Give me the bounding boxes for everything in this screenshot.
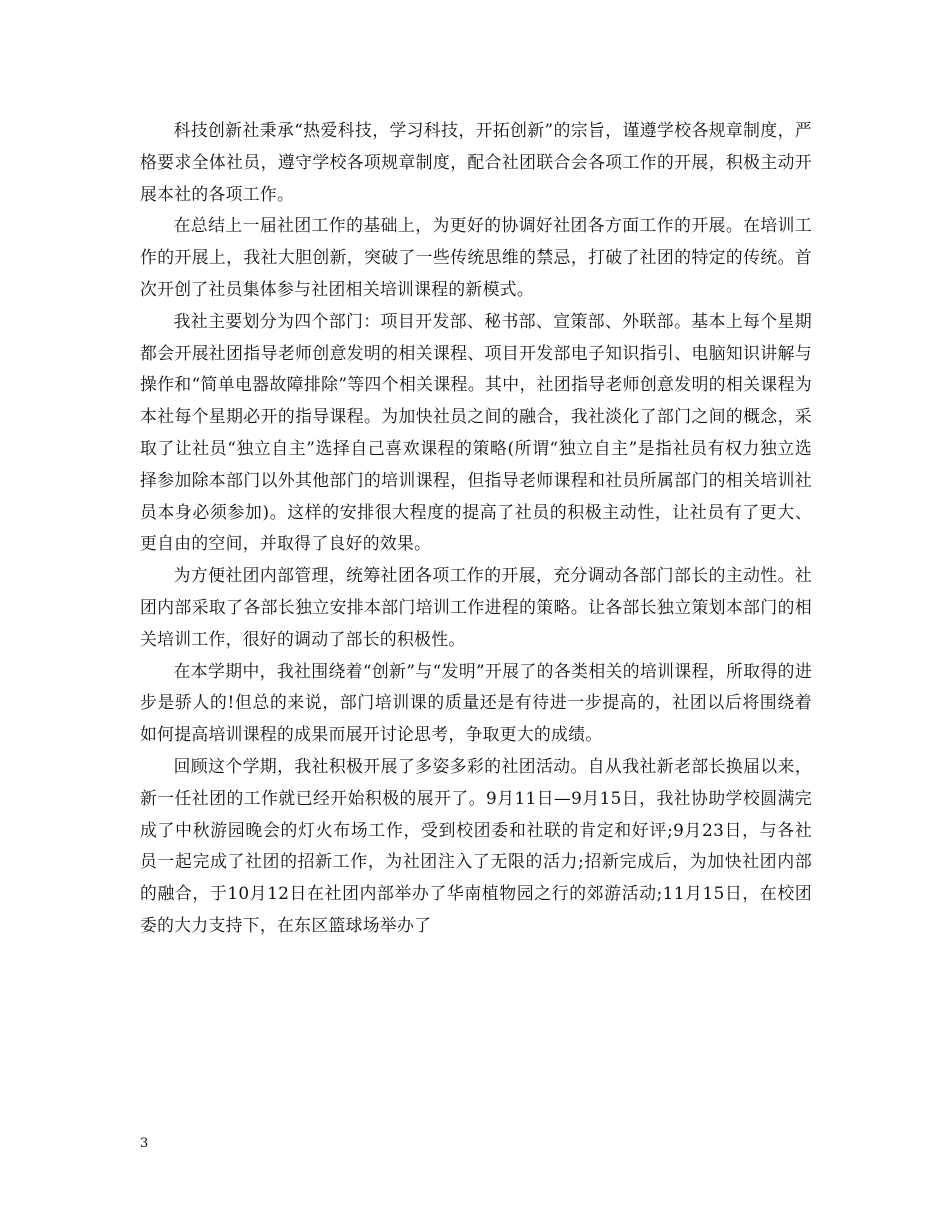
paragraph-6: 回顾这个学期，我社积极开展了多姿多彩的社团活动。自从我社新老部长换届以来，新一任社团的工作就已经开始积极的展开了。9月11日—9月15日，我社协助学校圆满完成了中秋游园晚会的灯火布场工作，受到校团委和社联的肯定和好评;9月23日，与各社员一起完成了社团的招新工作，为社团注入了无限的活力;招新完成后，为加快社团内部的融合，于10月12日在社团内部举办了华南植物园之行的郊游活动;11月15日，在校团委的大力支持下，在东区篮球场举办了 [140,755,812,935]
document-body [140,115,812,942]
paragraph-2: 在总结上一届社团工作的基础上，为更好的协调好社团各方面工作的开展。在培训工作的开展上，我社大胆创新，突破了一些传统思维的禁忌，打破了社团的特定的传统。首次开创了社员集体参与社团相关培训课程的新模式。 [140,215,812,299]
paragraph-4: 为方便社团内部管理，统筹社团各项工作的开展，充分调动各部门部长的主动性。社团内部采取了各部长独立安排本部门培训工作进程的策略。让各部长独立策划本部门的相关培训工作，很好的调动了部长的积极性。 [140,565,812,649]
paragraph-1: 科技创新社秉承“热爱科技，学习科技，开拓创新”的宗旨，谨遵学校各规章制度，严格要求全体社员，遵守学校各项规章制度，配合社团联合会各项工作的开展，积极主动开展本社的各项工作。 [140,120,812,204]
paragraph-3: 我社主要划分为四个部门：项目开发部、秘书部、宣策部、外联部。基本上每个星期都会开展社团指导老师创意发明的相关课程、项目开发部电子知识指引、电脑知识讲解与操作和“简单电器故障排除”等四个相关课程。其中，社团指导老师创意发明的相关课程为本社每个星期必开的指导课程。为加快社员之间的融合，我社淡化了部门之间的概念，采取了让社员“独立自主”选择自己喜欢课程的策略(所谓“独立自主”是指社员有权力独立选择参加除本部门以外其他部门的培训课程，但指导老师课程和社员所属部门的相关培训社员本身必须参加)。这样的安排很大程度的提高了社员的积极主动性，让社员有了更大、更自由的空间，并取得了良好的效果。 [140,310,812,554]
paragraph-5: 在本学期中，我社围绕着“创新”与“发明”开展了的各类相关的培训课程，所取得的进步是骄人的!但总的来说，部门培训课的质量还是有待进一步提高的，社团以后将围绕着如何提高培训课程的成果而展开讨论思考，争取更大的成绩。 [140,660,812,745]
page-number: 3 [140,1136,149,1151]
